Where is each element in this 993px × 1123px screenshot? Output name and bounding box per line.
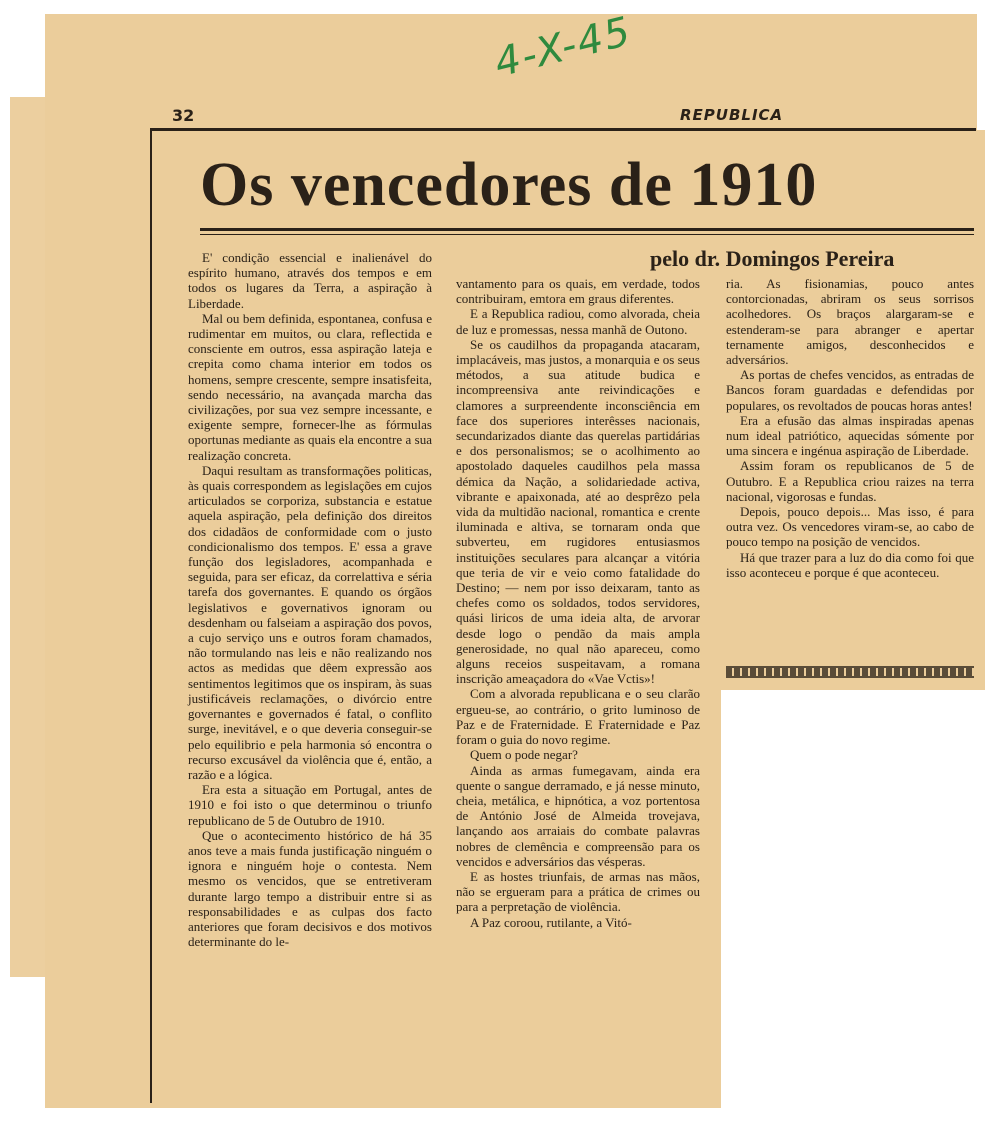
paragraph: ria. As fisionamias, pouco antes contorcionadas, abriram os seus sorrisos acolhedores. Os braços alargaram-se e estenderam-se para abranger e apertar ternamente amigos, desconhecidos e adversários. xyxy=(726,276,974,368)
paragraph: Mal ou bem definida, espontanea, confusa e rudimentar em muitos, ou clara, reflectida e consciente em outros, essa aspiração lateja e crepita como chama interior em todos os homens, sempre crescente, sempre insatisfeita, sendo necessário, na avançada marcha das civilizações, por sua vez sempre incessante, e exigente sempre, fornecer-lhe as fórmulas oportunas mediante as quais ela encontre a sua realização concreta. xyxy=(188,310,432,463)
paragraph: Era esta a situação em Portugal, antes de 1910 e foi isto o que determinou o triunfo republicano de 5 de Outubro de 1910. xyxy=(188,782,432,828)
paragraph: Depois, pouco depois... Mas isso, é para outra vez. Os vencedores viram-se, ao cabo de pouco tempo na posição de vencidos. xyxy=(726,504,974,550)
title-rule-thick xyxy=(200,228,974,231)
paragraph: Daqui resultam as transformações politicas, às quais correspondem as legislações em cujos articulados se corporiza, substancia e estatue aquela aspiração, pela definição dos direitos dos cidadãos de conformidade com o justo condicionalismo dos tempos. E' essa a grave função dos legisladores, acompanhada e seguida, para ser eficaz, da correlattiva e séria tarefa dos governantes. E quando os órgãos legislativos e governativos ignoram ou desdenham ou falseiam a aspiração dos povos, a cujo serviço uns e outros foram chamados, não tormulando nas leis e não realizando nos actos as medidas que dêem expressão aos sentimentos legitimos que os inspiram, às suas justificáveis reclamações, o divórcio entre governantes e governados é fatal, o conflito surge, inevitável, e o que deveria conseguir-se pelo equilibrio e pela harmonia só encontra o recurso excusável da violência que é, então, a razão e a lógica. xyxy=(188,462,432,782)
title-rule-thin xyxy=(200,234,974,235)
paragraph: Há que trazer para a luz do dia como foi que isso aconteceu e porque é que aconteceu. xyxy=(726,549,974,580)
handwritten-date: 4-X-45 xyxy=(490,8,637,87)
page-number: 32 xyxy=(172,106,195,125)
end-ornament-rule xyxy=(726,666,974,678)
paragraph: vantamento para os quais, em verdade, todos contribuiram, emtora em graus diferentes. xyxy=(456,276,700,307)
article-byline: pelo dr. Domingos Pereira xyxy=(650,246,895,271)
paragraph: Se os caudilhos da propaganda atacaram, implacáveis, mas justos, a monarquia e os seus métodos, a sua atitude budica e incompreensiva ante reivindicações e clamores a surpreendente inconsciência em face dos superiores interêsses nacionais, secundarizados diante das querelas partidárias e dos personalismos; se o acolhimento ao apostolado daqueles caudilhos pela massa démica da Nação, a solidariedade activa, vibrante e apaixonada, até ao desprêzo pela vida da multidão nacional, romantica e crente iluminada e altiva, se tornaram onda que subverteu, em rugidores entusiasmos instituições seculares para alcançar a vitória que teria de vir e veio como fatalidade do Destino; — nem por isso deixaram, tanto as chefes como os soldados, todos servidores, quási liricos de uma ideia alta, de arvorar desde logo o pendão da mais ampla generosidade, no qual não apareceu, como alguns receios suspeitavam, a romana inscrição ameaçadora do «Vae Vctis»! xyxy=(456,336,700,687)
article-title: Os vencedores de 1910 xyxy=(200,151,818,219)
paragraph: Ainda as armas fumegavam, ainda era quente o sangue derramado, e já nesse minuto, cheia, metálica, e hipnótica, a voz portentosa de António José de Almeida trovejava, lançando aos arraiais do combate palavras nobres de clemência e compreensão para os vencidos e adversários das vésperas. xyxy=(456,762,700,869)
paragraph: Assim foram os republicanos de 5 de Outubro. E a Republica criou raizes na terra nacional, vigorosas e fundas. xyxy=(726,458,974,504)
article-column-1 xyxy=(188,250,432,949)
paragraph: E as hostes triunfais, de armas nas mãos, não se ergueram para a prática de crimes ou para a perpretação de violência. xyxy=(456,868,700,915)
left-border-rule xyxy=(150,131,152,1103)
paragraph: Que o acontecimento histórico de há 35 anos teve a mais funda justificação ninguém o ignora e ninguém hoje o contesta. Nem mesmo os vencidos, que se entretiveram durante largo tempo a distribuir entre si as responsabilidades e as culpas dos facto anteriores que foram decisivos e dos motivos determinante do le- xyxy=(188,827,432,950)
paragraph: Era a efusão das almas inspiradas apenas num ideal patriótico, aquecidas sómente por uma sincera e ingénua aspiração de Liberdade. xyxy=(726,412,974,459)
paragraph: As portas de chefes vencidos, as entradas de Bancos foram guardadas e defendidas por populares, os revoltados de poucas horas antes! xyxy=(726,367,974,413)
article-column-3 xyxy=(726,276,974,580)
paragraph: E a Republica radiou, como alvorada, cheia de luz e promessas, nessa manhã de Outono. xyxy=(456,306,700,337)
article-column-2 xyxy=(456,276,700,930)
header-rule xyxy=(150,128,976,131)
paragraph: Quem o pode negar? xyxy=(470,747,578,763)
paragraph: E' condição essencial e inalienável do espírito humano, através dos tempos e em todos os lugares da Terra, a aspiração à Liberdade. xyxy=(188,250,432,311)
paragraph: A Paz coroou, rutilante, a Vitó- xyxy=(470,914,632,930)
paragraph: Com a alvorada republicana e o seu clarão ergueu-se, ao contrário, o grito luminoso de Paz e de Fraternidade. E Fraternidade e Paz foram o guia do novo regime. xyxy=(456,686,700,748)
newspaper-masthead: REPUBLICA xyxy=(680,106,784,124)
